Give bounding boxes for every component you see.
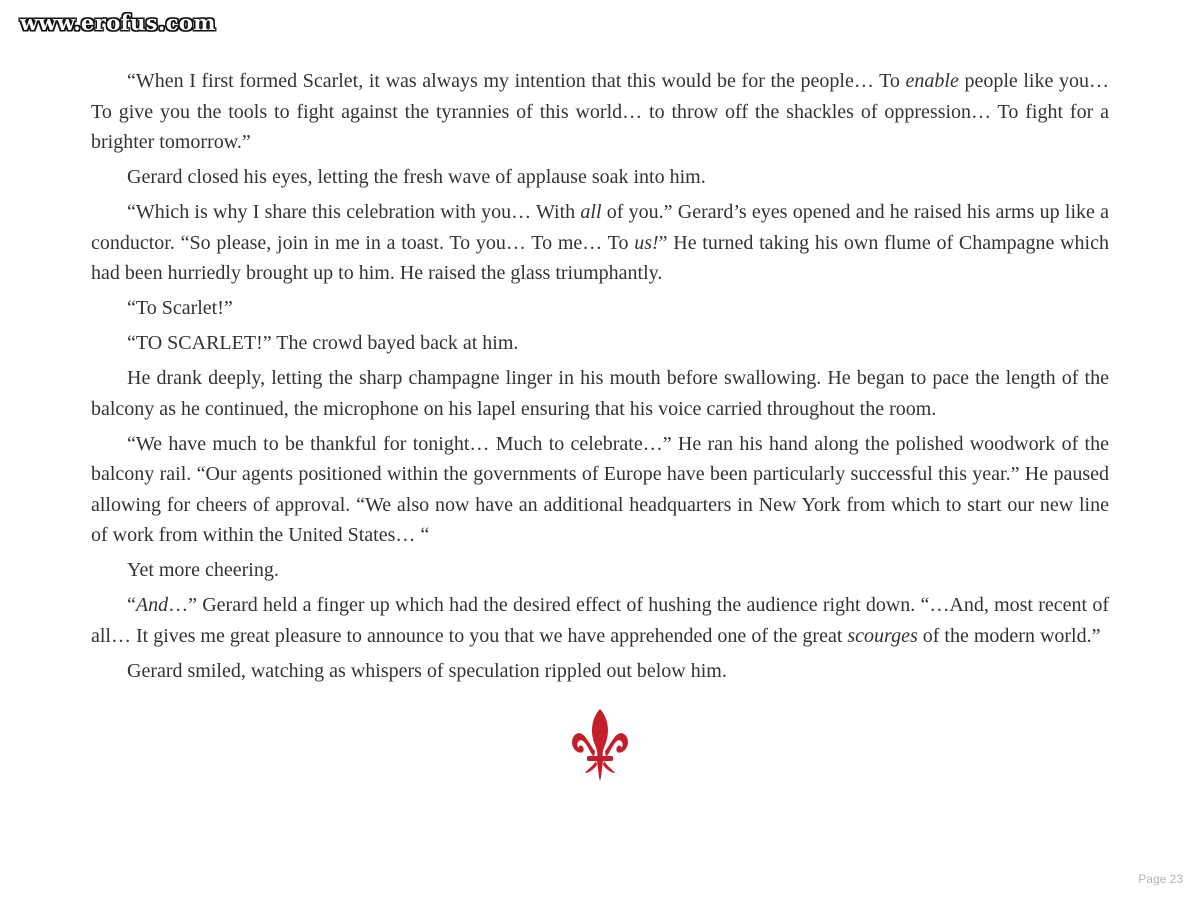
paragraph-text: “Which is why I share this celebration with you… With (127, 201, 581, 223)
paragraph-text: “When I first formed Scarlet, it was always my intention that this would be for the people… To (127, 70, 906, 92)
story-text (91, 66, 1109, 691)
page-number: Page 23 (1138, 872, 1183, 886)
story-paragraph (91, 162, 1109, 193)
paragraph-text: Gerard closed his eyes, letting the fresh wave of applause soak into him. (127, 166, 706, 188)
story-paragraph (91, 66, 1109, 158)
story-paragraph (91, 429, 1109, 551)
emphasis-text: all (580, 201, 602, 223)
paragraph-text: “To Scarlet!” (127, 297, 233, 319)
emphasis-text: scourges (847, 624, 918, 647)
story-paragraph (91, 590, 1109, 651)
watermark: www.erofus.com (20, 10, 216, 35)
paragraph-text: people like you… To give you the tools to fight against the tyrannies of this world… to throw off the shackles of oppression… To fight for a brighter tomorrow.” (91, 70, 1109, 153)
paragraph-text: Yet more cheering. (127, 559, 279, 581)
paragraph-text: …” Gerard held a finger up which had the desired effect of hushing the audience right down. “…And, most recent of all… It gives me great pleasure to announce to you that we have apprehended one of the great (91, 594, 1109, 647)
story-paragraph (91, 197, 1109, 289)
story-paragraph (91, 656, 1109, 687)
emphasis-text: us! (634, 231, 659, 254)
story-paragraph (91, 555, 1109, 586)
paragraph-text: of the modern world.” (917, 624, 1101, 647)
paragraph-text: “ (127, 594, 136, 616)
paragraph-text: He drank deeply, letting the sharp champagne linger in his mouth before swallowing. He began to pace the length of the balcony as he continued, the microphone on his lapel ensuring that his voice carried throughout the room. (91, 367, 1109, 420)
story-paragraph (91, 328, 1109, 359)
paragraph-text: “TO SCARLET!” The crowd bayed back at him. (127, 332, 519, 354)
paragraph-text: ” He turned taking his own flume of Champagne which had been hurriedly brought up to him. He raised the glass triumphantly. (91, 231, 1109, 284)
paragraph-text: Gerard smiled, watching as whispers of speculation rippled out below him. (127, 659, 727, 682)
story-paragraph (91, 363, 1109, 424)
story-paragraph (91, 293, 1109, 324)
emphasis-text: enable (905, 70, 959, 92)
emphasis-text: And (135, 594, 169, 616)
paragraph-text: of you.” Gerard’s eyes opened and he raised his arms up like a conductor. “So please, join in me in a toast. To you… To me… To (91, 201, 1109, 254)
fleur-de-lis-icon (570, 707, 630, 783)
paragraph-text: “We have much to be thankful for tonight… Much to celebrate…” He ran his hand along the polished woodwork of the balcony rail. “Our agents positioned within the governments of Europe have been particularly successful this year.” He paused allowing for cheers of approval. “We also now have an additional headquarters in New York from which to start our new line of work from within the United States… “ (91, 432, 1109, 546)
